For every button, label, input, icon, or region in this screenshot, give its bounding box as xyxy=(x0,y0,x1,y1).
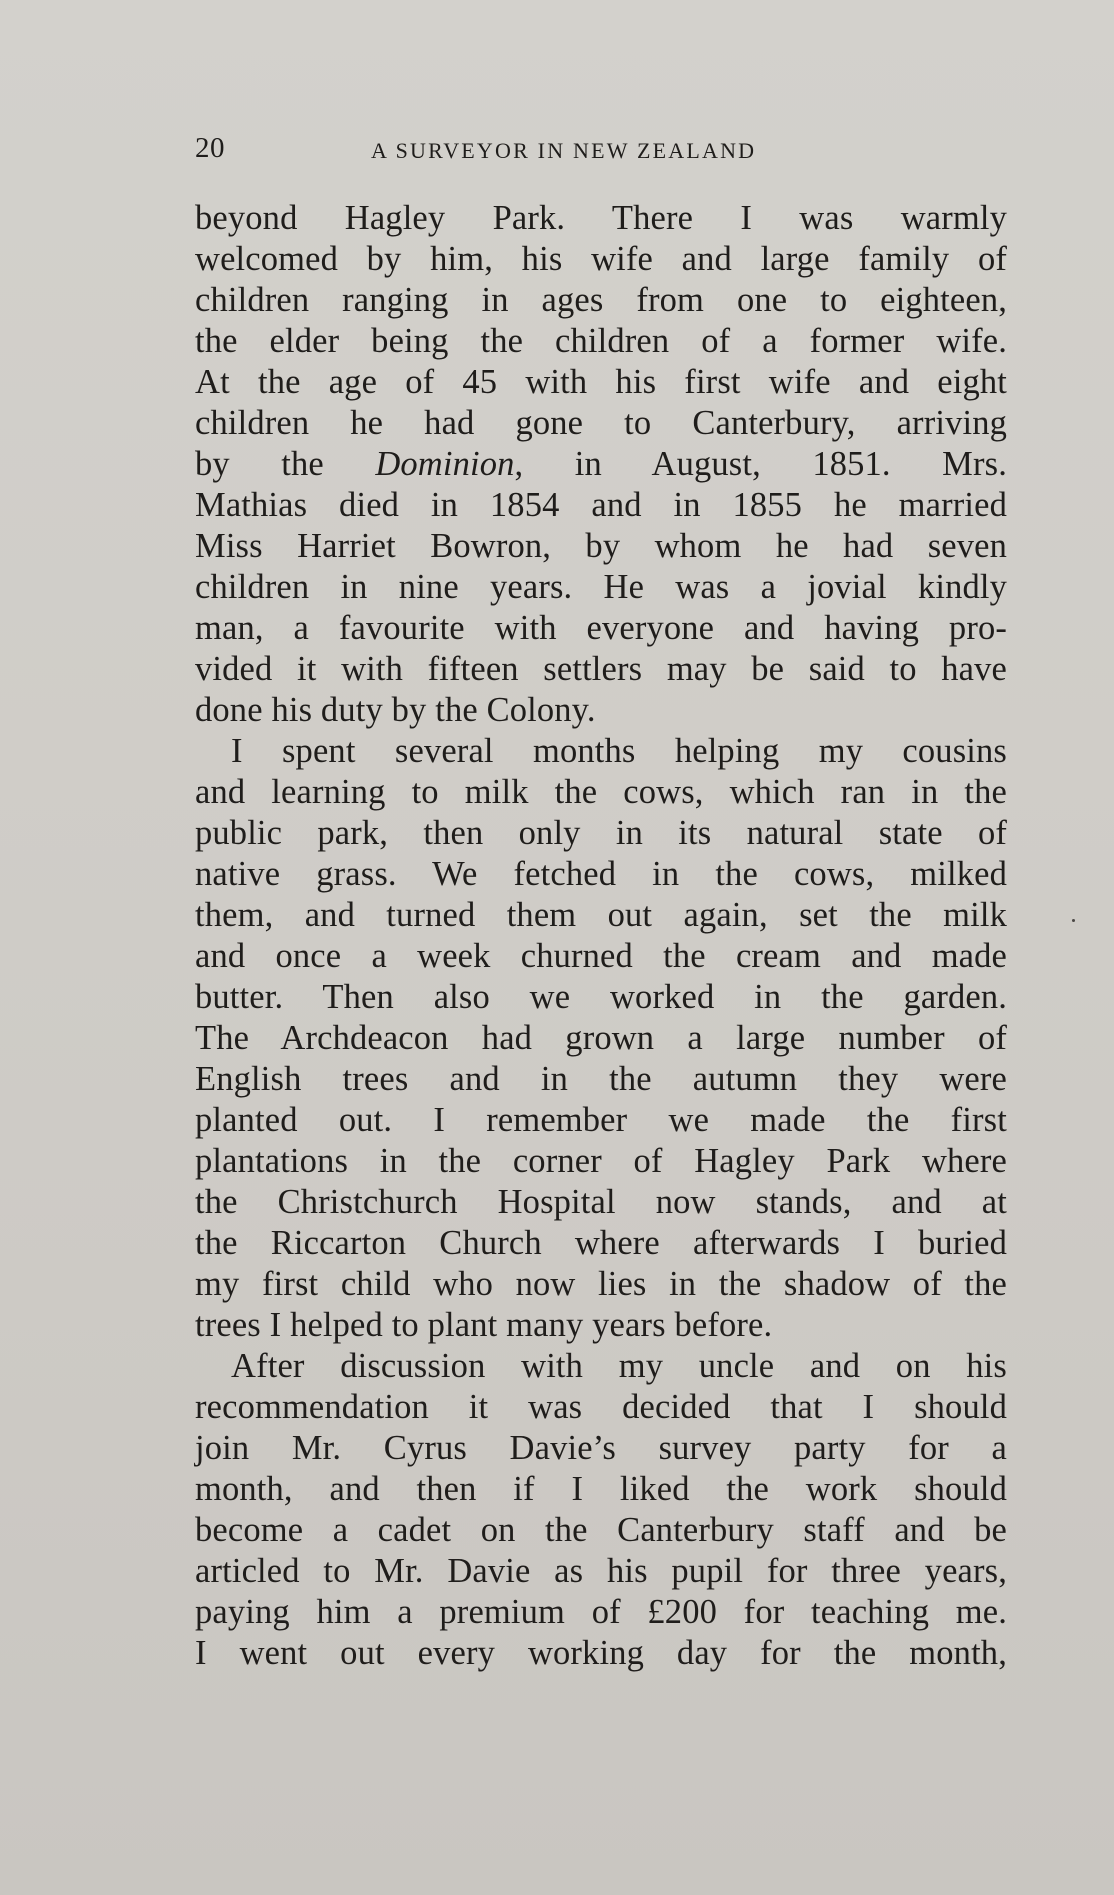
text-line: public park, then only in its natural state of xyxy=(195,814,1007,852)
text-line: children in nine years. He was a jovial kindly xyxy=(195,568,1007,606)
paragraph xyxy=(195,1346,1007,1674)
text-line: beyond Hagley Park. There I was warmly xyxy=(195,199,1007,237)
text-line: join Mr. Cyrus Davie’s survey party for a xyxy=(195,1429,1007,1467)
ship-name: Dominion xyxy=(375,445,515,483)
text-fragment: , in August, 1851. Mrs. xyxy=(514,445,1007,483)
text-line: and once a week churned the cream and made xyxy=(195,937,1007,975)
text-line: done his duty by the Colony. xyxy=(195,691,596,729)
text-line: At the age of 45 with his first wife and eight xyxy=(195,363,1007,401)
text-line: the Christchurch Hospital now stands, and at xyxy=(195,1183,1007,1221)
text-line: English trees and in the autumn they were xyxy=(195,1060,1007,1098)
text-line: my first child who now lies in the shadow of the xyxy=(195,1265,1007,1303)
body-text xyxy=(195,198,1007,1674)
text-line: the elder being the children of a former wife. xyxy=(195,322,1007,360)
text-line: butter. Then also we worked in the garden. xyxy=(195,978,1007,1016)
text-line: children ranging in ages from one to eighteen, xyxy=(195,281,1007,319)
text-line: planted out. I remember we made the first xyxy=(195,1101,1007,1139)
text-line: and learning to milk the cows, which ran in the xyxy=(195,773,1007,811)
running-head xyxy=(195,132,1005,172)
text-line: native grass. We fetched in the cows, milked xyxy=(195,855,1007,893)
text-line xyxy=(195,444,1007,485)
text-line: articled to Mr. Davie as his pupil for three years, xyxy=(195,1552,1007,1590)
text-line: welcomed by him, his wife and large family of xyxy=(195,240,1007,278)
text-line: month, and then if I liked the work should xyxy=(195,1470,1007,1508)
text-line: recommendation it was decided that I should xyxy=(195,1388,1007,1426)
text-line: The Archdeacon had grown a large number of xyxy=(195,1019,1007,1057)
text-line: vided it with fifteen settlers may be said to have xyxy=(195,650,1007,688)
text-line: the Riccarton Church where afterwards I buried xyxy=(195,1224,1007,1262)
running-title: A SURVEYOR IN NEW ZEALAND xyxy=(371,138,757,163)
text-line: plantations in the corner of Hagley Park where xyxy=(195,1142,1007,1180)
print-speck xyxy=(1072,919,1075,922)
paragraph xyxy=(195,731,1007,1346)
text-line: them, and turned them out again, set the milk xyxy=(195,896,1007,934)
paragraph xyxy=(195,198,1007,731)
text-line: Miss Harriet Bowron, by whom he had seven xyxy=(195,527,1007,565)
text-line: trees I helped to plant many years before. xyxy=(195,1306,773,1344)
text-line: man, a favourite with everyone and having pro- xyxy=(195,609,1007,647)
page-number: 20 xyxy=(195,132,225,164)
text-line: children he had gone to Canterbury, arriving xyxy=(195,404,1007,442)
text-line: I spent several months helping my cousins xyxy=(231,732,1007,770)
text-line: paying him a premium of £200 for teaching me. xyxy=(195,1593,1007,1631)
text-line: become a cadet on the Canterbury staff and be xyxy=(195,1511,1007,1549)
text-line: Mathias died in 1854 and in 1855 he married xyxy=(195,486,1007,524)
text-line: I went out every working day for the month, xyxy=(195,1634,1007,1672)
text-line: After discussion with my uncle and on his xyxy=(231,1347,1007,1385)
text-fragment: by the xyxy=(195,445,376,483)
